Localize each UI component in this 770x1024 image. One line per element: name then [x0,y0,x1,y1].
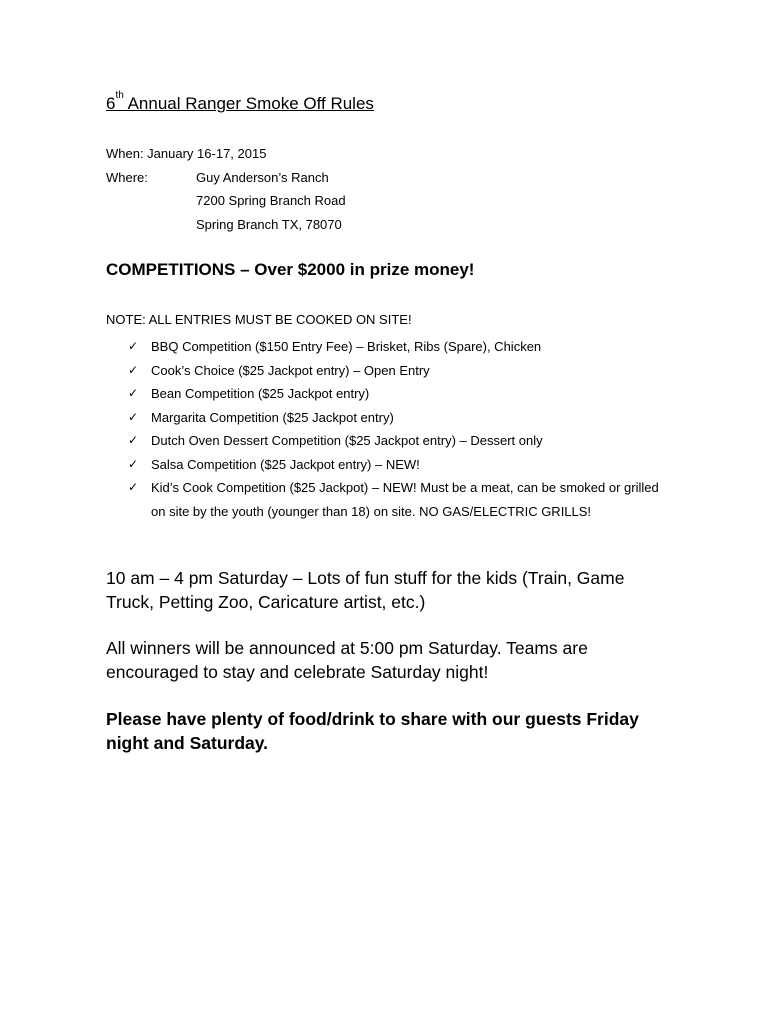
competitions-heading: COMPETITIONS – Over $2000 in prize money! [106,260,475,279]
where-label: Where: [106,170,148,185]
list-item: ✓ Dutch Oven Dessert Competition ($25 Jackpot entry) – Dessert only [128,429,668,453]
list-item: ✓ Salsa Competition ($25 Jackpot entry) – NEW! [128,453,668,477]
checkmark-icon: ✓ [128,456,139,471]
list-item: ✓ Bean Competition ($25 Jackpot entry) [128,382,668,406]
where-line-2: 7200 Spring Branch Road [196,193,346,208]
page-title [106,90,374,114]
food-note-paragraph: Please have plenty of food/drink to share with our guests Friday night and Saturday. [106,709,639,753]
checkmark-icon: ✓ [128,433,139,447]
title-superscript: th [115,90,124,101]
title-text: Annual Ranger Smoke Off Rules [123,94,374,113]
competition-list [128,335,668,523]
competitions-note: NOTE: ALL ENTRIES MUST BE COOKED ON SITE! [106,312,412,327]
where-line-1: Guy Anderson’s Ranch [196,170,329,185]
when-line: When: January 16-17, 2015 [106,146,267,161]
checkmark-icon: ✓ [128,409,139,424]
checkmark-icon: ✓ [128,339,139,353]
checkmark-icon: ✓ [128,480,139,494]
checkmark-icon: ✓ [128,362,139,377]
list-item: ✓ Kid’s Cook Competition ($25 Jackpot) – NEW! Must be a meat, can be smoked or grilled on site by the youth (younger than 18) on site. NO GAS/ELECTRIC GRILLS! [128,476,668,523]
title-number: 6 [106,94,116,113]
winners-paragraph: All winners will be announced at 5:00 pm Saturday. Teams are encouraged to stay and celebrate Saturday night! [106,638,588,682]
list-item: ✓ BBQ Competition ($150 Entry Fee) – Brisket, Ribs (Spare), Chicken [128,335,668,359]
kids-activities-paragraph: 10 am – 4 pm Saturday – Lots of fun stuff for the kids (Train, Game Truck, Petting Zoo, Caricature artist, etc.) [106,568,625,612]
checkmark-icon: ✓ [128,386,139,400]
where-line-3: Spring Branch TX, 78070 [196,217,342,232]
list-item: ✓ Margarita Competition ($25 Jackpot entry) [128,406,668,430]
list-item: ✓ Cook’s Choice ($25 Jackpot entry) – Open Entry [128,359,668,383]
